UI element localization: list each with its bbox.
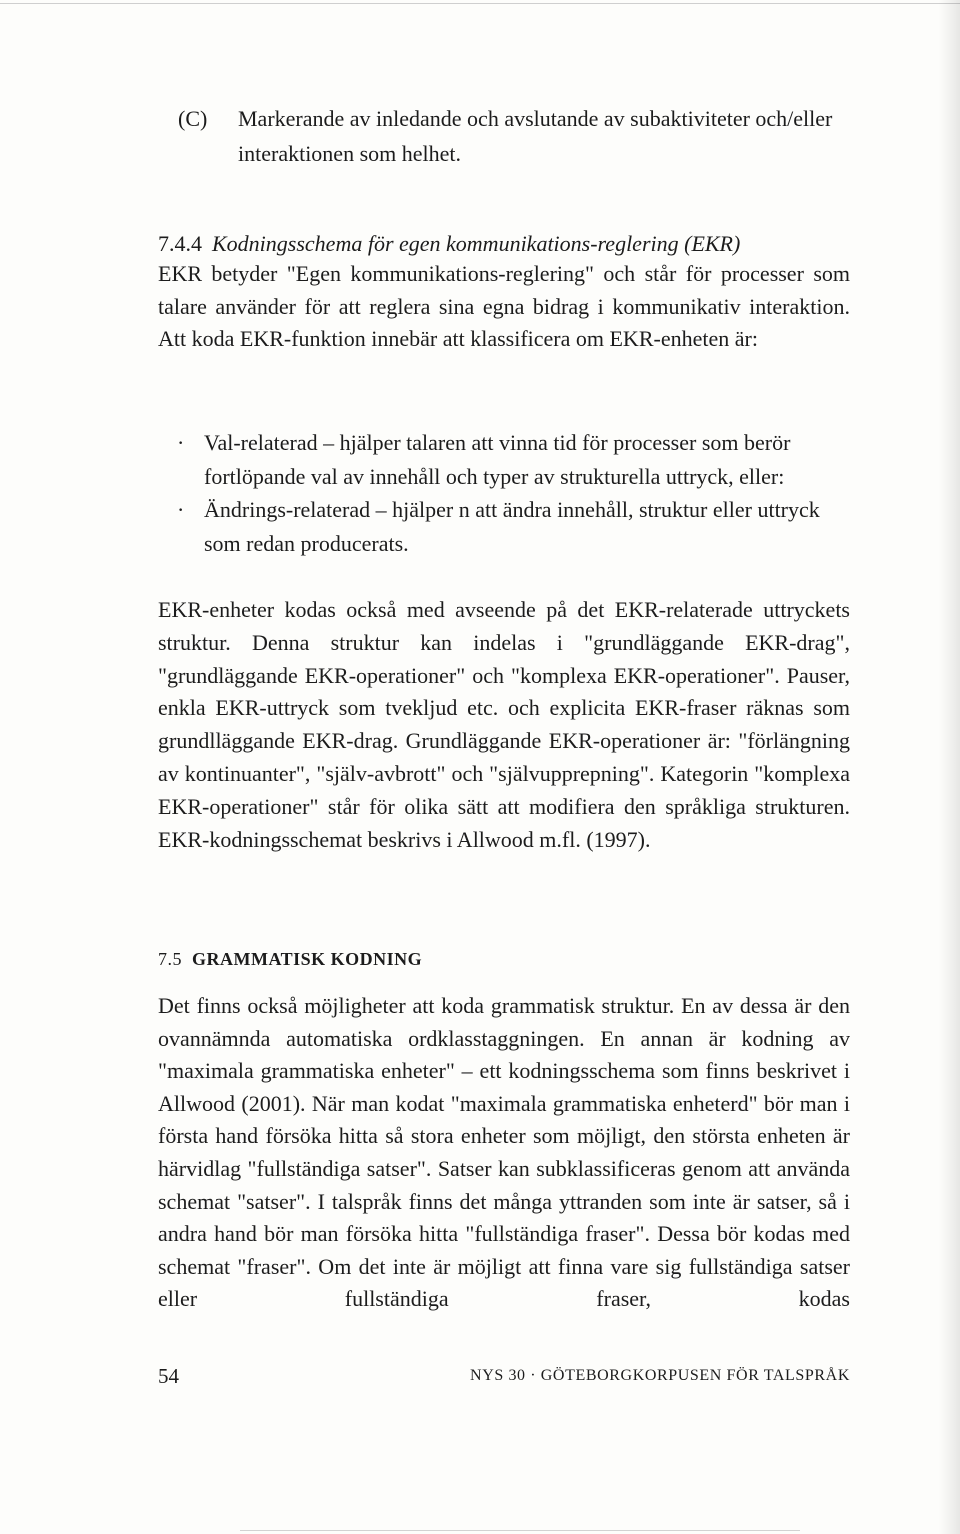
- page-number: 54: [158, 1364, 179, 1388]
- bullet-text: Ändrings-relaterad – hjälper n att ändra innehåll, struktur eller uttryck som redan producerats.: [204, 497, 820, 556]
- subsection-title: Kodningsschema för egen kommunikations-reglering (EKR): [212, 231, 741, 256]
- paragraph-ekr-intro: [158, 258, 850, 356]
- subsection-number: 7.4.4: [158, 231, 202, 256]
- section-number: 7.5: [158, 949, 182, 969]
- paragraph-grammar-text: Det finns också möjligheter att koda grammatisk struktur. En av dessa är den ovannämnda automatiska ordklasstaggningen. En annan är kodning av "maximala grammatiska enheter" – ett kodningsschema som finns beskrivet i Allwood (2001). När man kodat "maximala grammatiska enheterd" bör man i första hand försöka hitta så stora enheter som möjligt, den största enheten är härvidlag "fullständiga satser". Satser kan subklassificeras genom att använda schemat "satser". I talspråk finns det många yttranden som inte är satser, så i andra hand bör man försöka hitta "fullständiga fraser". Dessa bör kodas med schemat "fraser". Om det inte är möjligt att finna vare sig fullständiga satser eller fullständiga fraser, kodas: [158, 993, 850, 1312]
- section-heading-7-5: [158, 944, 422, 974]
- running-title: NYS 30 · GÖTEBORGKORPUSEN FÖR TALSPRÅK: [470, 1367, 850, 1384]
- list-item-c-text: Markerande av inledande och avslutande av subaktiviteter och/eller interaktionen som helhet.: [238, 106, 833, 166]
- section-title: GRAMMATISK KODNING: [192, 949, 423, 969]
- scan-top-rule: [0, 3, 960, 4]
- paragraph-ekr-units: [158, 594, 850, 856]
- bullet-mark: ·: [177, 430, 185, 455]
- bullet-mark: ·: [177, 497, 185, 522]
- list-item-c-label: (C): [178, 106, 208, 131]
- paragraph-ekr-units-text: EKR-enheter kodas också med avseende på det EKR-relaterade uttryckets struktur. Denna struktur kan indelas i "grundläggande EKR-drag", "grundläggande EKR-operationer" och "komplexa EKR-operationer". Pauser, enkla EKR-uttryck som tvekljud etc. och explicita EKR-fraser räknas som grundlläggande EKR-drag. Grundläggande EKR-operationer är: "förlängning av kontinuanter", "själv-avbrott" och "självupprepning". Kategorin "komplexa EKR-operationer" står för olika sätt att modifiera den språkliga strukturen. EKR-kodningsschemat beskrivs i Allwood m.fl. (1997).: [158, 597, 850, 852]
- paragraph-ekr-intro-text: EKR betyder "Egen kommunikations-reglering" och står för processer som talare använder för att reglera sina egna bidrag i kommunikativ interaktion. Att koda EKR-funktion innebär att klassificera om EKR-enheten är:: [158, 261, 850, 351]
- bullet-text: Val-relaterad – hjälper talaren att vinna tid för processer som berör fortlöpande val av innehåll och typer av strukturella uttryck, eller:: [204, 430, 791, 489]
- bullet-item: [177, 493, 850, 560]
- bullet-item: [177, 426, 850, 493]
- scan-bottom-rule: [240, 1530, 800, 1531]
- scan-right-edge: [938, 0, 960, 1534]
- bullet-list-ekr: [177, 426, 850, 560]
- paragraph-grammar: [158, 990, 850, 1316]
- subsection-heading-7-4-4: [158, 226, 858, 261]
- page-footer: [158, 1364, 850, 1396]
